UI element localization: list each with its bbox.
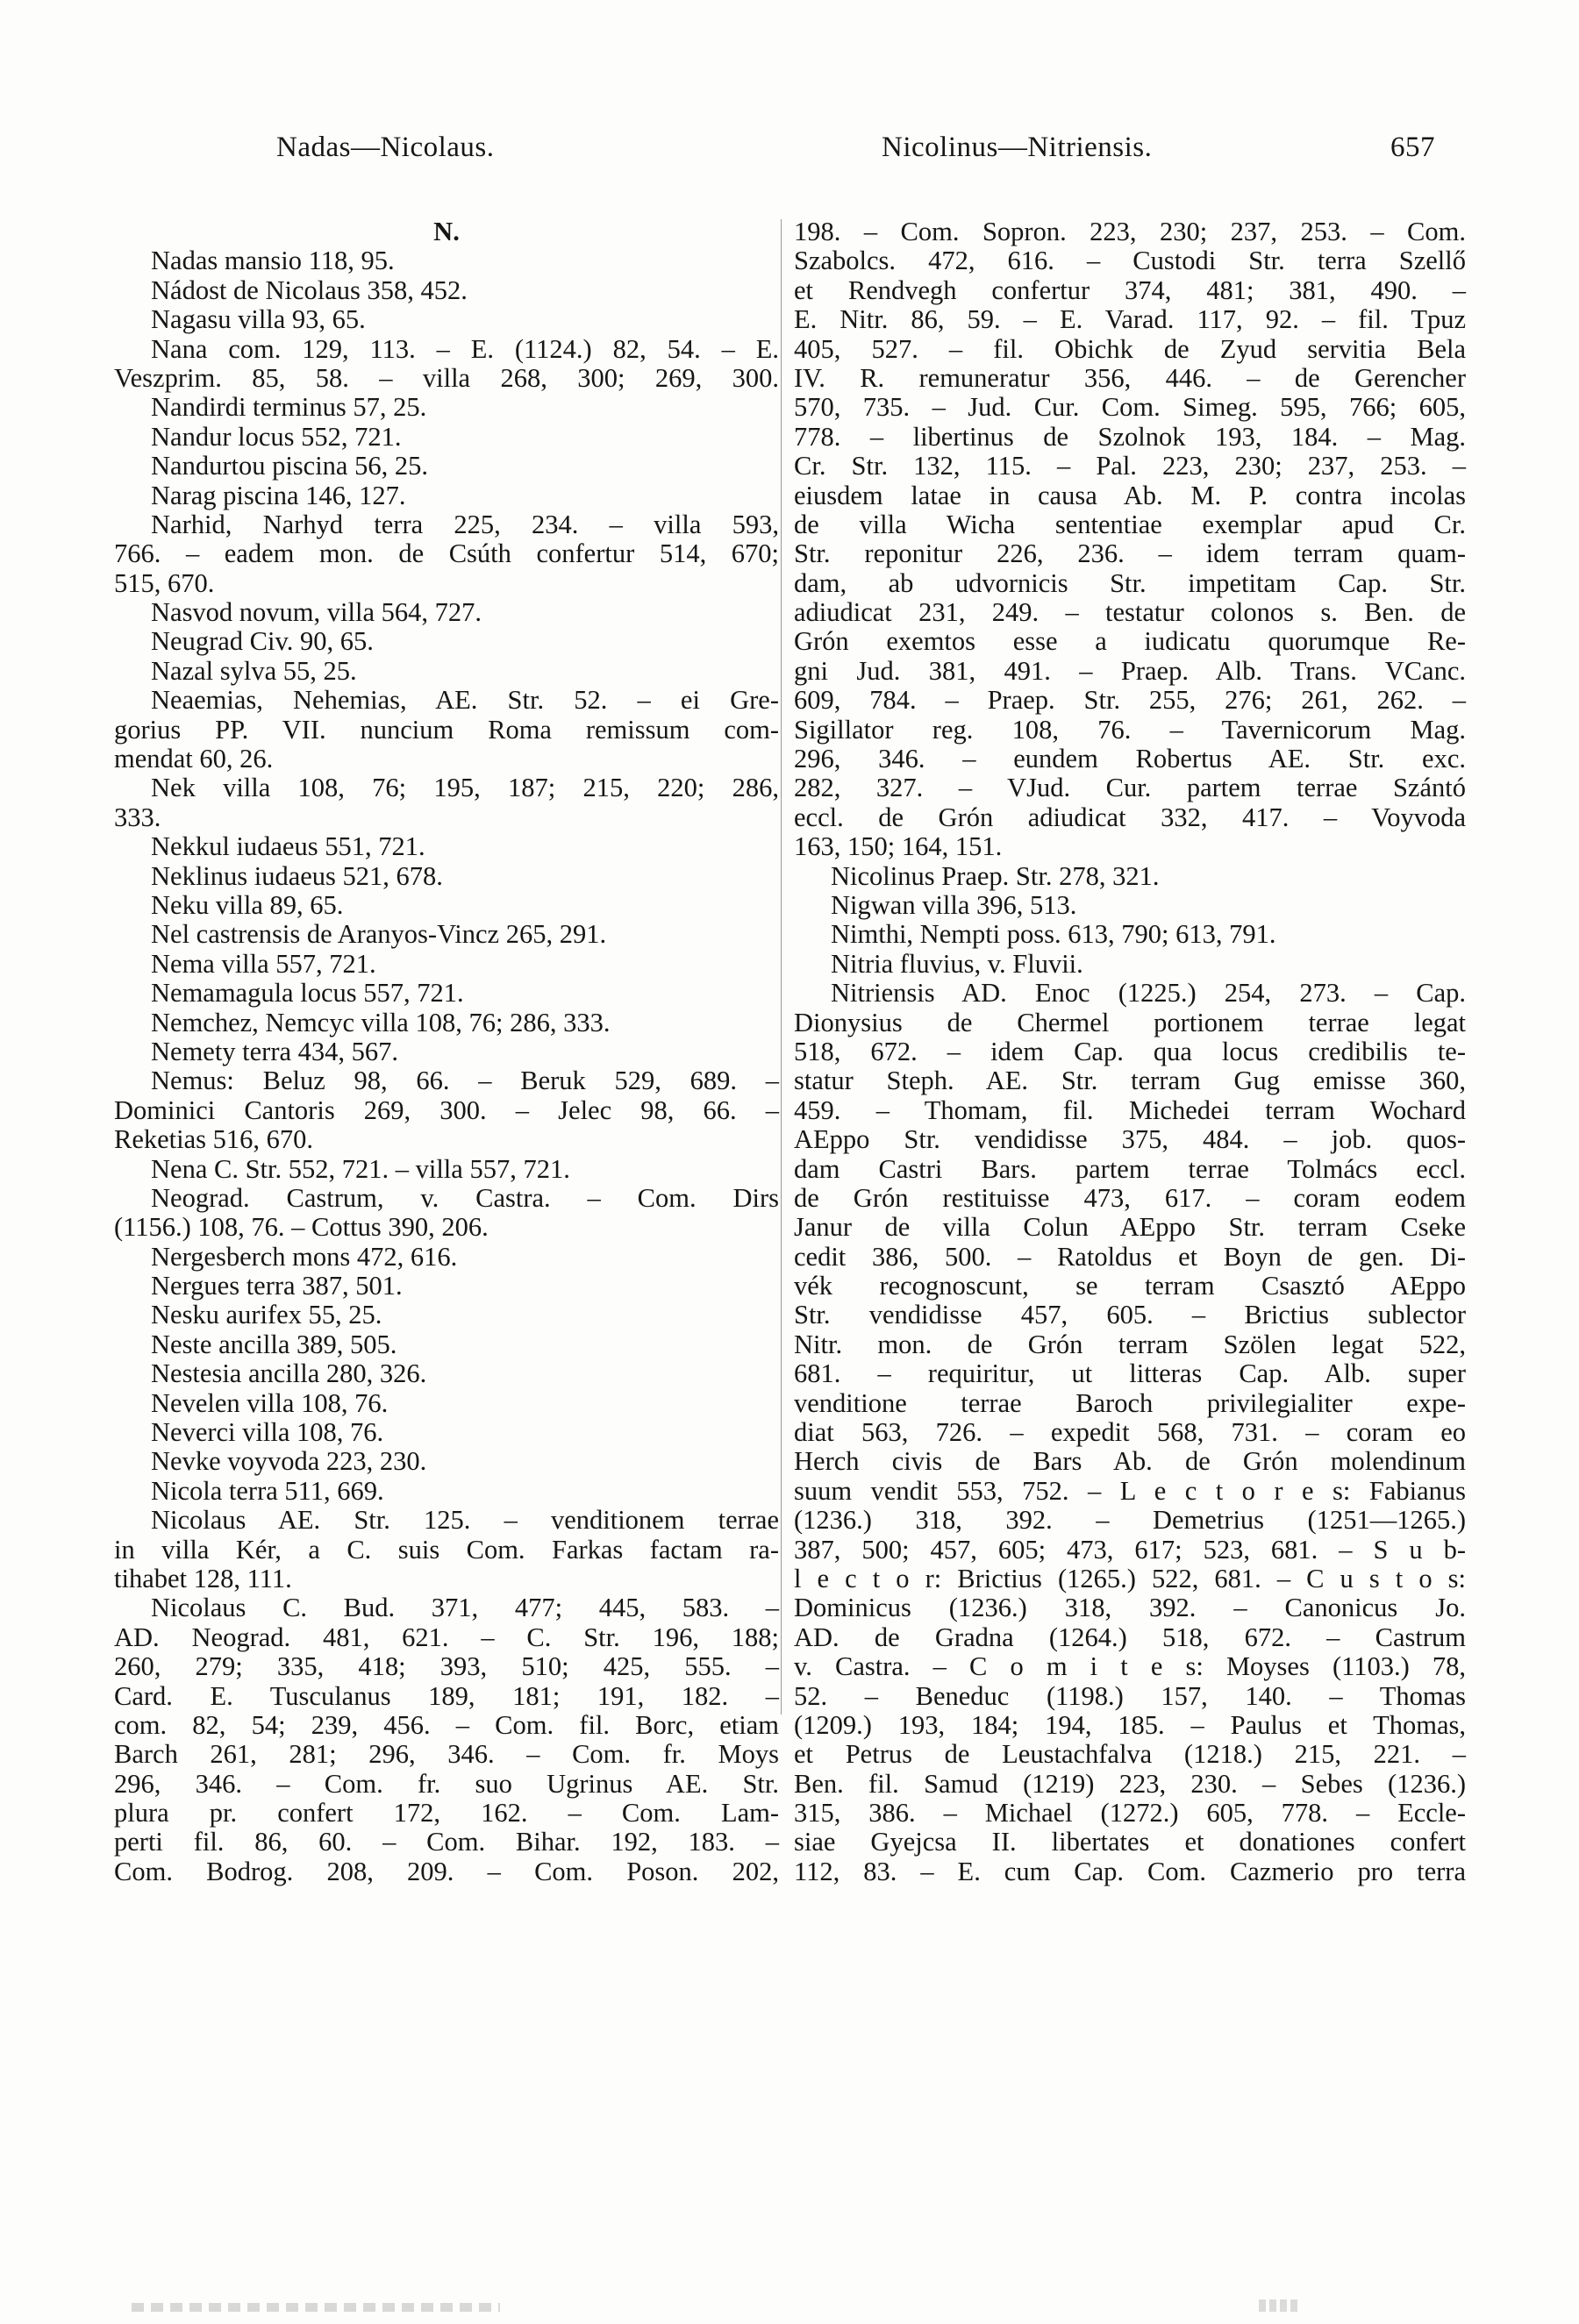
- index-entry-line: eccl. de Grón adiudicat 332, 417. – Voyvoda: [794, 802, 1466, 832]
- index-entry-line: eiusdem latae in causa Ab. M. P. contra incolas: [794, 480, 1466, 510]
- index-entry-line: AD. de Gradna (1264.) 518, 672. – Castrum: [794, 1622, 1466, 1652]
- index-entry-line: cedit 386, 500. – Ratoldus et Boyn de gen. Di-: [794, 1241, 1466, 1272]
- index-entry-line: Barch 261, 281; 296, 346. – Com. fr. Moys: [114, 1739, 779, 1770]
- index-entry-line: 778. – libertinus de Szolnok 193, 184. – Mag.: [794, 421, 1466, 452]
- index-entry-line: 405, 527. – fil. Obichk de Zyud servitia Bela: [794, 333, 1466, 364]
- index-entry-line: Nimthi, Nempti poss. 613, 790; 613, 791.: [831, 919, 1276, 950]
- index-entry-line: Nemus: Beluz 98, 66. – Beruk 529, 689. –: [151, 1066, 779, 1096]
- index-entry-line: siae Gyejcsa II. libertates et donationes confert: [794, 1827, 1466, 1857]
- index-entry-line: Nicola terra 511, 669.: [151, 1475, 384, 1506]
- index-entry-line: statur Steph. AE. Str. terram Gug emisse 360,: [794, 1066, 1466, 1096]
- index-entry-line: Herch civis de Bars Ab. de Grón molendinum: [794, 1446, 1466, 1477]
- index-entry-line: E. Nitr. 86, 59. – E. Varad. 117, 92. – fil. Tpuz: [794, 304, 1466, 335]
- index-entry-line: (1236.) 318, 392. – Demetrius (1251—1265.): [794, 1505, 1466, 1536]
- index-entry-line: Nitria fluvius, v. Fluvii.: [831, 948, 1083, 979]
- index-entry-line: Nemety terra 434, 567.: [151, 1036, 399, 1066]
- index-entry-line: Nergues terra 387, 501.: [151, 1271, 403, 1301]
- bleed-through-mark-right: [1259, 2299, 1297, 2312]
- index-entry-line: 387, 500; 457, 605; 473, 617; 523, 681. – S u b-: [794, 1534, 1466, 1565]
- index-entry-line: 681. – requiritur, ut litteras Cap. Alb. super: [794, 1358, 1466, 1389]
- index-entry-line: Veszprim. 85, 58. – villa 268, 300; 269, 300.: [114, 362, 779, 393]
- index-entry-line: Nemchez, Nemcyc villa 108, 76; 286, 333.: [151, 1007, 611, 1037]
- index-entry-line: Nicolaus C. Bud. 371, 477; 445, 583. –: [151, 1593, 779, 1623]
- index-entry-line: Cr. Str. 132, 115. – Pal. 223, 230; 237, 253. –: [794, 451, 1466, 481]
- index-entry-line: Nazal sylva 55, 25.: [151, 655, 357, 686]
- index-entry-line: Dionysius de Chermel portionem terrae legat: [794, 1007, 1466, 1037]
- index-entry-line: 198. – Com. Sopron. 223, 230; 237, 253. – Com.: [794, 217, 1466, 246]
- index-entry-line: Nek villa 108, 76; 195, 187; 215, 220; 286,: [151, 773, 779, 803]
- index-entry-line: 766. – eadem mon. de Csúth confertur 514, 670;: [114, 538, 779, 569]
- index-entry-line: Neugrad Civ. 90, 65.: [151, 626, 374, 657]
- index-entry-line: Janur de villa Colun AEppo Str. terram Cseke: [794, 1212, 1466, 1243]
- index-entry-line: IV. R. remuneratur 356, 446. – de Gerencher: [794, 362, 1466, 393]
- footer-smudge: [132, 2296, 1447, 2317]
- index-entry-line: 163, 150; 164, 151.: [794, 831, 1003, 862]
- index-entry-line: adiudicat 231, 249. – testatur colonos s. Ben. de: [794, 597, 1466, 628]
- index-entry-line: Neklinus iudaeus 521, 678.: [151, 860, 443, 891]
- index-entry-line: 609, 784. – Praep. Str. 255, 276; 261, 262. –: [794, 685, 1466, 716]
- index-entry-line: mendat 60, 26.: [114, 744, 274, 774]
- index-entry-line: 515, 670.: [114, 567, 215, 598]
- index-entry-line: 459. – Thomam, fil. Michedei terram Wochard: [794, 1094, 1466, 1125]
- index-entry-line: Reketias 516, 670.: [114, 1124, 314, 1155]
- index-entry-line: Str. reponitur 226, 236. – idem terram quam-: [794, 538, 1466, 569]
- index-entry-line: 112, 83. – E. cum Cap. Com. Cazmerio pro terra: [794, 1856, 1466, 1886]
- index-entry-line: Nitr. mon. de Grón terram Szölen legat 522,: [794, 1329, 1466, 1359]
- index-entry-line: Neaemias, Nehemias, AE. Str. 52. – ei Gre-: [151, 685, 779, 716]
- index-entry-line: com. 82, 54; 239, 456. – Com. fil. Borc, etiam: [114, 1709, 779, 1740]
- index-entry-line: Ben. fil. Samud (1219) 223, 230. – Sebes (1236.): [794, 1768, 1466, 1799]
- index-entry-line: de Grón restituisse 473, 617. – coram eodem: [794, 1182, 1466, 1213]
- index-entry-line: Grón exemtos esse a iudicatu quorumque Re-: [794, 626, 1466, 657]
- index-entry-line: dam, ab udvornicis Str. impetitam Cap. Str.: [794, 567, 1466, 598]
- index-entry-line: Nena C. Str. 552, 721. – villa 557, 721.: [151, 1153, 570, 1184]
- index-entry-line: Dominici Cantoris 269, 300. – Jelec 98, 66. –: [114, 1094, 779, 1125]
- index-entry-line: Nema villa 557, 721.: [151, 948, 376, 979]
- index-entry-line: Str. vendidisse 457, 605. – Brictius sublector: [794, 1300, 1466, 1330]
- index-entry-line: gorius PP. VII. nuncium Roma remissum com-: [114, 714, 779, 745]
- index-entry-line: 282, 327. – VJud. Cur. partem terrae Szántó: [794, 773, 1466, 803]
- index-entry-line: Narhid, Narhyd terra 225, 234. – villa 593,: [151, 509, 779, 539]
- index-entry-line: Nandirdi terminus 57, 25.: [151, 392, 427, 423]
- index-entry-line: l e c t o r: Brictius (1265.) 522, 681. – C u s t o s:: [794, 1563, 1466, 1593]
- header-left-range: Nadas—Nicolaus.: [276, 132, 495, 163]
- index-entry-line: Nicolinus Praep. Str. 278, 321.: [831, 860, 1160, 891]
- left-column: [114, 217, 779, 1886]
- index-entry-line: 333.: [114, 802, 161, 832]
- index-entry-line: Nandurtou piscina 56, 25.: [151, 451, 428, 481]
- index-entry-line: Card. E. Tusculanus 189, 181; 191, 182. –: [114, 1680, 779, 1711]
- section-letter-heading: N.: [433, 217, 460, 246]
- index-entry-line: Nagasu villa 93, 65.: [151, 304, 366, 335]
- index-entry-line: Nekkul iudaeus 551, 721.: [151, 831, 425, 862]
- index-entry-line: Nitriensis AD. Enoc (1225.) 254, 273. – Cap.: [831, 978, 1466, 1009]
- index-entry-line: Narag piscina 146, 127.: [151, 480, 406, 510]
- index-entry-line: Nemamagula locus 557, 721.: [151, 978, 464, 1009]
- index-entry-line: 518, 672. – idem Cap. qua locus credibilis te-: [794, 1036, 1466, 1066]
- index-entry-line: Szabolcs. 472, 616. – Custodi Str. terra Szellő: [794, 246, 1466, 276]
- index-entry-line: Sigillator reg. 108, 76. – Tavernicorum Mag.: [794, 714, 1466, 745]
- index-entry-line: Neverci villa 108, 76.: [151, 1417, 384, 1448]
- index-entry-line: 52. – Beneduc (1198.) 157, 140. – Thomas: [794, 1680, 1466, 1711]
- index-entry-line: Neku villa 89, 65.: [151, 889, 344, 920]
- bleed-through-mark-left: [132, 2303, 500, 2312]
- right-column: [794, 217, 1466, 1886]
- index-entry-line: in villa Kér, a C. suis Com. Farkas factam ra-: [114, 1534, 779, 1565]
- index-entry-line: Nasvod novum, villa 564, 727.: [151, 597, 482, 628]
- index-entry-line: de villa Wicha sententiae exemplar apud Cr.: [794, 509, 1466, 539]
- index-entry-line: et Rendvegh confertur 374, 481; 381, 490. –: [794, 274, 1466, 305]
- header-right-range: Nicolinus—Nitriensis.: [882, 132, 1153, 163]
- index-entry-line: (1209.) 193, 184; 194, 185. – Paulus et Thomas,: [794, 1709, 1466, 1740]
- index-entry-line: Nigwan villa 396, 513.: [831, 889, 1077, 920]
- index-entry-line: 296, 346. – Com. fr. suo Ugrinus AE. Str.: [114, 1768, 779, 1799]
- index-entry-line: tihabet 128, 111.: [114, 1563, 292, 1593]
- index-entry-line: Nestesia ancilla 280, 326.: [151, 1358, 427, 1389]
- index-entry-line: Nádost de Nicolaus 358, 452.: [151, 274, 468, 305]
- index-entry-line: suum vendit 553, 752. – L e c t o r e s: Fabianus: [794, 1475, 1466, 1506]
- index-entry-line: Neste ancilla 389, 505.: [151, 1329, 397, 1359]
- index-entry-line: Nesku aurifex 55, 25.: [151, 1300, 382, 1330]
- index-entry-line: vék recognoscunt, se terram Csasztó AEppo: [794, 1271, 1466, 1301]
- index-entry-line: (1156.) 108, 76. – Cottus 390, 206.: [114, 1212, 489, 1243]
- index-entry-line: diat 563, 726. – expedit 568, 731. – coram eo: [794, 1417, 1466, 1448]
- index-entry-line: Nergesberch mons 472, 616.: [151, 1241, 458, 1272]
- index-entry-line: perti fil. 86, 60. – Com. Bihar. 192, 183. –: [114, 1827, 779, 1857]
- index-entry-line: v. Castra. – C o m i t e s: Moyses (1103.) 78,: [794, 1651, 1466, 1682]
- index-entry-line: gni Jud. 381, 491. – Praep. Alb. Trans. VCanc.: [794, 655, 1466, 686]
- index-entry-line: venditione terrae Baroch privilegialiter expe-: [794, 1387, 1466, 1418]
- index-entry-line: Nel castrensis de Aranyos-Vincz 265, 291.: [151, 919, 607, 950]
- index-entry-line: Nevke voyvoda 223, 230.: [151, 1446, 427, 1477]
- running-header: [0, 132, 1579, 175]
- index-entry-line: Nevelen villa 108, 76.: [151, 1387, 389, 1418]
- index-entry-line: dam Castri Bars. partem terrae Tolmács eccl.: [794, 1153, 1466, 1184]
- index-entry-line: AEppo Str. vendidisse 375, 484. – job. quos-: [794, 1124, 1466, 1155]
- index-entry-line: 570, 735. – Jud. Cur. Com. Simeg. 595, 766; 605,: [794, 392, 1466, 423]
- index-entry-line: 296, 346. – eundem Robertus AE. Str. exc.: [794, 744, 1466, 774]
- index-entry-line: Com. Bodrog. 208, 209. – Com. Poson. 202,: [114, 1856, 779, 1886]
- index-entry-line: Nana com. 129, 113. – E. (1124.) 82, 54. – E.: [151, 333, 779, 364]
- index-entry-line: plura pr. confert 172, 162. – Com. Lam-: [114, 1798, 779, 1829]
- index-entry-line: et Petrus de Leustachfalva (1218.) 215, 221. –: [794, 1739, 1466, 1770]
- index-entry-line: 260, 279; 335, 418; 393, 510; 425, 555. –: [114, 1651, 779, 1682]
- index-entry-line: 315, 386. – Michael (1272.) 605, 778. – Eccle-: [794, 1798, 1466, 1829]
- index-entry-line: Nadas mansio 118, 95.: [151, 246, 395, 276]
- index-entry-line: Nicolaus AE. Str. 125. – venditionem terrae: [151, 1505, 779, 1536]
- index-entry-line: Neograd. Castrum, v. Castra. – Com. Dirs: [151, 1182, 779, 1213]
- index-entry-line: Dominicus (1236.) 318, 392. – Canonicus Jo.: [794, 1593, 1466, 1623]
- index-entry-line: Nandur locus 552, 721.: [151, 421, 402, 452]
- index-entry-line: AD. Neograd. 481, 621. – C. Str. 196, 188;: [114, 1622, 779, 1652]
- page-number: 657: [1390, 132, 1435, 163]
- column-divider: [781, 219, 782, 1714]
